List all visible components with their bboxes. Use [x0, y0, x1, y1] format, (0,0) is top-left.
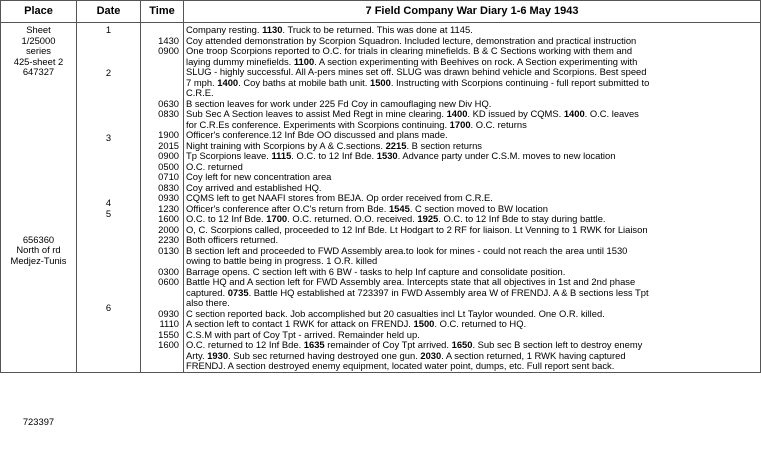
place-line: 647327	[22, 66, 55, 77]
time-entry: 0930	[158, 307, 179, 319]
entry-time-ref: 1100	[293, 55, 315, 67]
entry-text: Battle HQ and A section left for FWD Assembly area. Intercepts state that all objectives in 1st and 2nd phase	[186, 276, 636, 287]
entry-text: . Truck to be returned. This was done at 1145.	[282, 24, 473, 35]
entry-text: Tp Scorpions leave.	[186, 150, 272, 161]
place-line: Medjez-Tunis	[10, 254, 67, 266]
place-line: North of rd	[16, 244, 61, 255]
entry-text: A section left to contact 1 RWK for attack on FRENDJ.	[186, 318, 414, 329]
time-entry: 1600	[158, 213, 179, 224]
place-line: 1/25000	[21, 34, 56, 46]
header-place: Place	[1, 1, 77, 23]
date-entry: 3	[105, 132, 112, 143]
entry-text: . Sub sec returned having destroyed one gun.	[228, 349, 421, 361]
entry-text: 7 mph.	[186, 76, 218, 88]
entry-text: . O.C. returned. O.O. received.	[287, 213, 418, 224]
entry-time-ref: 1930	[207, 349, 229, 361]
time-entry: 1900	[158, 129, 179, 140]
entry-text: B section left and proceeded to FWD Assembly area.to look for mines - could not reach the area until 1530	[186, 244, 628, 256]
time-entry: 1230	[158, 202, 179, 214]
time-entry: 2230	[158, 234, 179, 245]
entry-text: Coy left for new concentration area	[186, 171, 332, 182]
date-entry: 1	[105, 24, 112, 35]
time-entry: 0630	[158, 97, 179, 109]
entry-text: . O.C. returns	[470, 118, 527, 130]
entry-time-ref: 1530	[376, 150, 398, 161]
entry-text: . A section experimenting with Beehives on rock. A Section experimenting with	[314, 55, 638, 67]
date-column	[77, 23, 141, 373]
entry-time-ref: 1500	[369, 76, 391, 88]
entry-text: . O.C. to 12 Inf Bde to stay during battle.	[438, 213, 606, 224]
entry-text: Officer's conference after O.C's return from Bde.	[186, 202, 389, 214]
place-column	[1, 23, 77, 427]
entry-text: FRENDJ. A section destroyed enemy equipment, located water point, dumps, etc. Full report sent back.	[186, 360, 615, 371]
diary-entry-line	[186, 151, 758, 162]
entry-text: One troop Scorpions reported to O.C. for trials in clearing minefields. B & C Sections working with them and	[186, 45, 633, 56]
place-line: Sheet	[26, 24, 51, 35]
entry-text: . Battle HQ established at 723397 in FWD Assembly area W of FRENDJ. A & B sections less Tpt	[248, 286, 649, 298]
entry-text: Officer's conference.12 Inf Bde OO discussed and plans made.	[186, 129, 448, 140]
entry-text: Arty.	[186, 349, 208, 361]
time-entry: 0900	[158, 150, 179, 161]
entry-time-ref: 1925	[417, 213, 439, 224]
header-date: Date	[77, 1, 141, 23]
entry-text: Coy attended demonstration by Scorpion Squadron. Included lecture, demonstration and practical instruction	[186, 34, 637, 46]
entry-column	[184, 23, 761, 373]
diary-title: 7 Field Company War Diary 1-6 May 1943	[184, 1, 761, 23]
entry-time-ref: 2215	[385, 139, 407, 151]
entry-time-ref: 1500	[413, 318, 435, 329]
place-line: 723397	[22, 415, 55, 427]
date-entry: 2	[105, 67, 112, 78]
entry-text: . O.C. returned to HQ.	[434, 318, 527, 329]
time-entry: 1550	[158, 328, 179, 340]
date-entry: 6	[105, 302, 112, 313]
place-line: 656360	[22, 233, 55, 245]
entry-time-ref: 1700	[449, 118, 471, 130]
entry-text: for C.R.Es conference. Experiments with Scorpions continuing.	[186, 118, 450, 130]
time-entry: 0500	[158, 160, 179, 172]
time-entry: 1430	[158, 34, 179, 46]
entry-text: SLUG - highly successful. All A-pers mines set off. SLUG was drawn behind vehicle and Scorpions. Best speed	[186, 66, 647, 77]
time-entry: 2015	[158, 139, 179, 151]
diary-entry-line	[186, 78, 758, 89]
entry-text: Barrage opens. C section left with 6 BW - tasks to help Inf capture and consolidate position.	[186, 265, 566, 277]
time-entry: 1110	[159, 318, 179, 329]
entry-time-ref: 1650	[451, 339, 473, 350]
entry-text: . Instructing with Scorpions continuing - full report submitted to	[390, 76, 650, 88]
date-entry: 4	[105, 197, 112, 208]
entry-text: Both officers returned.	[186, 234, 279, 245]
time-entry: 0830	[158, 181, 179, 193]
entry-time-ref: 2030	[420, 349, 442, 361]
entry-text: Company resting.	[186, 24, 263, 35]
time-column	[141, 23, 184, 373]
entry-text: also there.	[186, 297, 230, 308]
entry-time-ref: 1400	[563, 108, 585, 119]
entry-text: . O.C. to 12 Inf Bde.	[291, 150, 377, 161]
entry-text: laying dummy minefields.	[186, 55, 294, 67]
entry-text: . Sub sec B section left to destroy enemy	[472, 339, 643, 350]
date-entry: 5	[105, 208, 112, 219]
entry-time-ref: 1545	[388, 202, 410, 214]
place-line: 425-sheet 2	[13, 55, 64, 67]
diary-entries	[186, 23, 758, 372]
entry-text: . Coy baths at mobile bath unit.	[238, 76, 370, 88]
entry-text: owing to battle being in progress. 1 O.R. killed	[186, 255, 378, 266]
time-entry: 2000	[158, 223, 179, 235]
entry-text: B section leaves for work under 225 Fd Coy in camouflaging new Div HQ.	[186, 97, 492, 109]
entry-text: O.C. to 12 Inf Bde.	[186, 213, 267, 224]
place-line: series	[25, 45, 51, 56]
time-entry: 0130	[158, 244, 179, 256]
time-entry: 0710	[158, 171, 179, 182]
entry-text: . O.C. leaves	[584, 108, 639, 119]
time-entry: 0930	[158, 192, 179, 203]
time-entry: 0300	[158, 265, 179, 277]
entry-time-ref: 0735	[227, 286, 249, 298]
entry-text: CQMS left to get NAAFI stores from BEJA. Op order received from C.R.E.	[186, 192, 493, 203]
entry-text: C.R.E.	[186, 87, 214, 98]
entry-text: C section reported back. Job accomplished but 20 casualties incl Lt Taylor wounded. One O.R. killed.	[186, 307, 605, 319]
entry-text: captured.	[186, 286, 228, 298]
entry-time-ref: 1700	[266, 213, 288, 224]
entry-text: remainder of Coy Tpt arrived.	[324, 339, 452, 350]
entry-text: . B section returns	[406, 139, 482, 151]
diary-entry-line	[186, 361, 758, 372]
header-time: Time	[141, 1, 184, 23]
entry-text: O.C. returned	[186, 160, 243, 172]
entry-text: C.S.M with part of Coy Tpt - arrived. Remainder held up.	[186, 328, 420, 340]
entry-time-ref: 1400	[217, 76, 239, 88]
time-entry: 0900	[158, 45, 179, 56]
time-entry: 0830	[158, 108, 179, 119]
entry-text: . KD issued by CQMS.	[467, 108, 564, 119]
entry-time-ref: 1130	[262, 24, 283, 35]
entry-text: . A section returned, 1 RWK having captured	[441, 349, 626, 361]
header-row	[1, 1, 761, 23]
entry-text: O.C. returned to 12 Inf Bde.	[186, 339, 304, 350]
entry-text: . Advance party under C.S.M. moves to new location	[397, 150, 616, 161]
entry-text: Coy arrived and established HQ.	[186, 181, 322, 193]
time-entry	[143, 25, 179, 36]
diary-entry-line	[186, 288, 758, 299]
entry-time-ref: 1635	[303, 339, 325, 350]
entry-text: Sub Sec A Section leaves to assist Med Regt in mine clearing.	[186, 108, 447, 119]
time-entry: 0600	[158, 276, 179, 287]
entry-time-ref: 1115	[271, 150, 292, 161]
entry-time-ref: 1400	[446, 108, 468, 119]
time-entry: 1600	[158, 339, 179, 350]
entry-text: O, C. Scorpions called, proceeded to 12 Inf Bde. Lt Hodgart to 2 RF for liaison. Lt Venning to 1 RWK for Liaison	[186, 223, 648, 235]
diary-body-row	[1, 23, 761, 373]
entry-text: Night training with Scorpions by A & C.sections.	[186, 139, 386, 151]
entry-text: . C section moved to BW location	[409, 202, 548, 214]
